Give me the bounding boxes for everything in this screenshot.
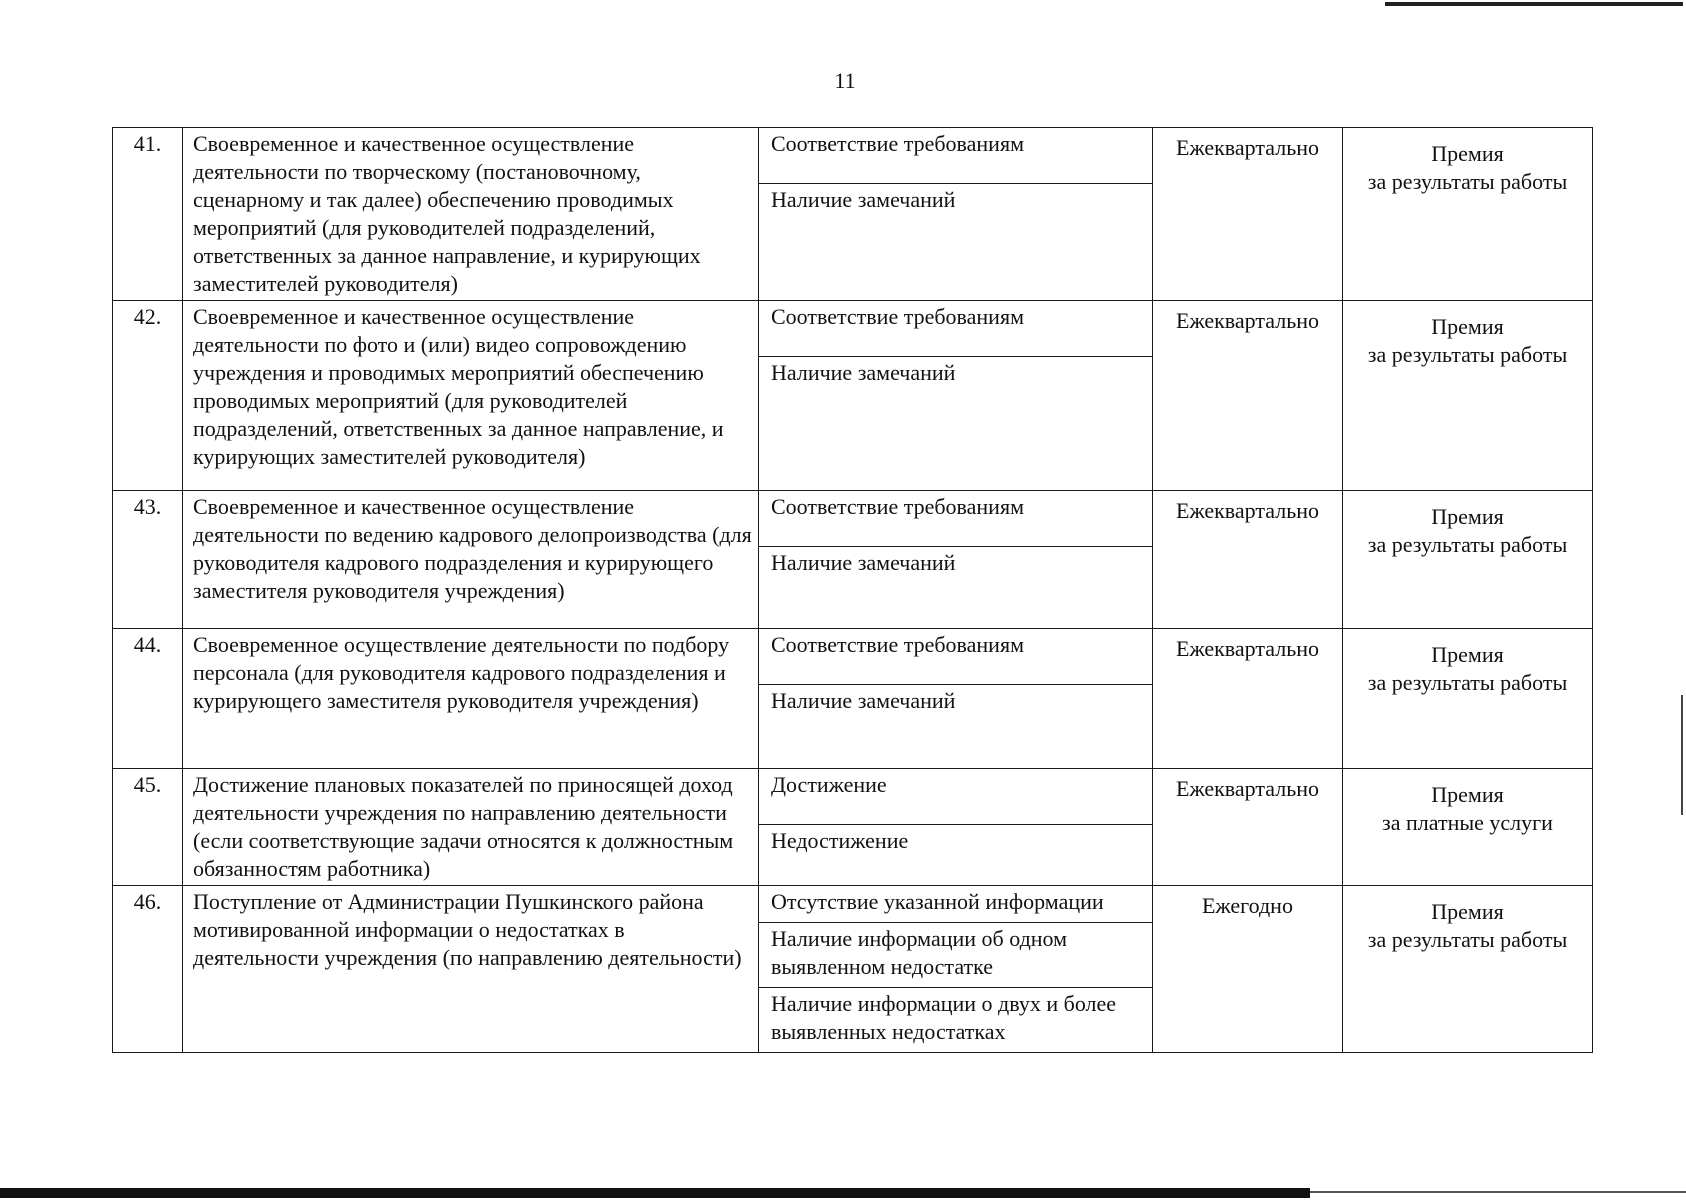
row-number: 43. — [113, 491, 183, 629]
criterion: Наличие замечаний — [771, 360, 956, 385]
criteria-cell — [759, 769, 1153, 886]
payment-subtitle: за результаты работы — [1367, 670, 1568, 695]
page-number: 11 — [834, 68, 856, 93]
row-number: 45. — [113, 769, 183, 886]
row-description: Поступление от Администрации Пушкинского района мотивированной информации о недостатках в деятельности учреждения (по направлению деятельности) — [183, 886, 759, 1053]
criteria-cell — [759, 886, 1153, 1053]
payment-cell — [1343, 629, 1593, 769]
row-description: Своевременное осуществление деятельности по подбору персонала (для руководителя кадрового подразделения и курирующего заместителя руководителя учреждения) — [183, 629, 759, 769]
payment-subtitle: за результаты работы — [1367, 342, 1568, 367]
payment-subtitle: за результаты работы — [1367, 532, 1568, 557]
criterion: Соответствие требованиям — [759, 491, 1152, 547]
row-number: 44. — [113, 629, 183, 769]
row-number: 42. — [113, 301, 183, 491]
payment-title: Премия — [1431, 141, 1504, 166]
payment-title: Премия — [1431, 314, 1504, 339]
table-row — [113, 491, 1593, 629]
criteria-cell — [759, 301, 1153, 491]
criteria-table — [112, 127, 1593, 1053]
row-description: Своевременное и качественное осуществление деятельности по фото и (или) видео сопровождению учреждения и проводимых мероприятий обеспечению проводимых мероприятий (для руководителей подразделений, ответственных за данное направление, и курирующих заместителей руководителя) — [183, 301, 759, 491]
table-row — [113, 301, 1593, 491]
criterion: Наличие информации о двух и более выявленных недостатках — [771, 991, 1117, 1044]
payment-subtitle: за платные услуги — [1382, 810, 1553, 835]
row-number: 46. — [113, 886, 183, 1053]
row-period: Ежеквартально — [1153, 769, 1343, 886]
payment-cell — [1343, 301, 1593, 491]
criterion: Соответствие требованиям — [759, 629, 1152, 685]
table-row — [113, 886, 1593, 1053]
criterion: Наличие замечаний — [771, 187, 956, 212]
row-period: Ежеквартально — [1153, 491, 1343, 629]
payment-title: Премия — [1431, 899, 1504, 924]
criterion: Наличие замечаний — [771, 688, 956, 713]
criteria-cell — [759, 629, 1153, 769]
criterion: Достижение — [759, 769, 1152, 825]
bottom-scan-bar — [0, 1188, 1310, 1198]
table-row — [113, 128, 1593, 301]
bottom-scan-line — [1310, 1191, 1686, 1193]
criterion: Недостижение — [771, 828, 909, 853]
criterion: Соответствие требованиям — [759, 128, 1152, 184]
payment-subtitle: за результаты работы — [1367, 927, 1568, 952]
top-rule — [1385, 2, 1683, 6]
criteria-cell — [759, 128, 1153, 301]
table-row — [113, 629, 1593, 769]
payment-cell — [1343, 128, 1593, 301]
payment-subtitle: за результаты работы — [1367, 169, 1568, 194]
row-period: Ежеквартально — [1153, 128, 1343, 301]
payment-title: Премия — [1431, 642, 1504, 667]
row-period: Ежеквартально — [1153, 629, 1343, 769]
scan-edge-mark — [1681, 695, 1683, 815]
criteria-cell — [759, 491, 1153, 629]
row-period: Ежегодно — [1153, 886, 1343, 1053]
payment-title: Премия — [1431, 504, 1504, 529]
criterion: Соответствие требованиям — [759, 301, 1152, 357]
row-description: Достижение плановых показателей по приносящей доход деятельности учреждения по направлению деятельности (если соответствующие задачи относятся к должностным обязанностям работника) — [183, 769, 759, 886]
row-description: Своевременное и качественное осуществление деятельности по ведению кадрового делопроизводства (для руководителя кадрового подразделения и курирующего заместителя руководителя учреждения) — [183, 491, 759, 629]
payment-title: Премия — [1431, 782, 1504, 807]
criterion: Наличие информации об одном выявленном недостатке — [759, 923, 1152, 988]
row-number: 41. — [113, 128, 183, 301]
criterion: Отсутствие указанной информации — [759, 886, 1152, 923]
table-row — [113, 769, 1593, 886]
payment-cell — [1343, 886, 1593, 1053]
criterion: Наличие замечаний — [771, 550, 956, 575]
row-period: Ежеквартально — [1153, 301, 1343, 491]
payment-cell — [1343, 769, 1593, 886]
row-description: Своевременное и качественное осуществление деятельности по творческому (постановочному, сценарному и так далее) обеспечению проводимых мероприятий (для руководителей подразделений, ответственных за данное направление, и курирующих заместителей руководителя) — [183, 128, 759, 301]
payment-cell — [1343, 491, 1593, 629]
